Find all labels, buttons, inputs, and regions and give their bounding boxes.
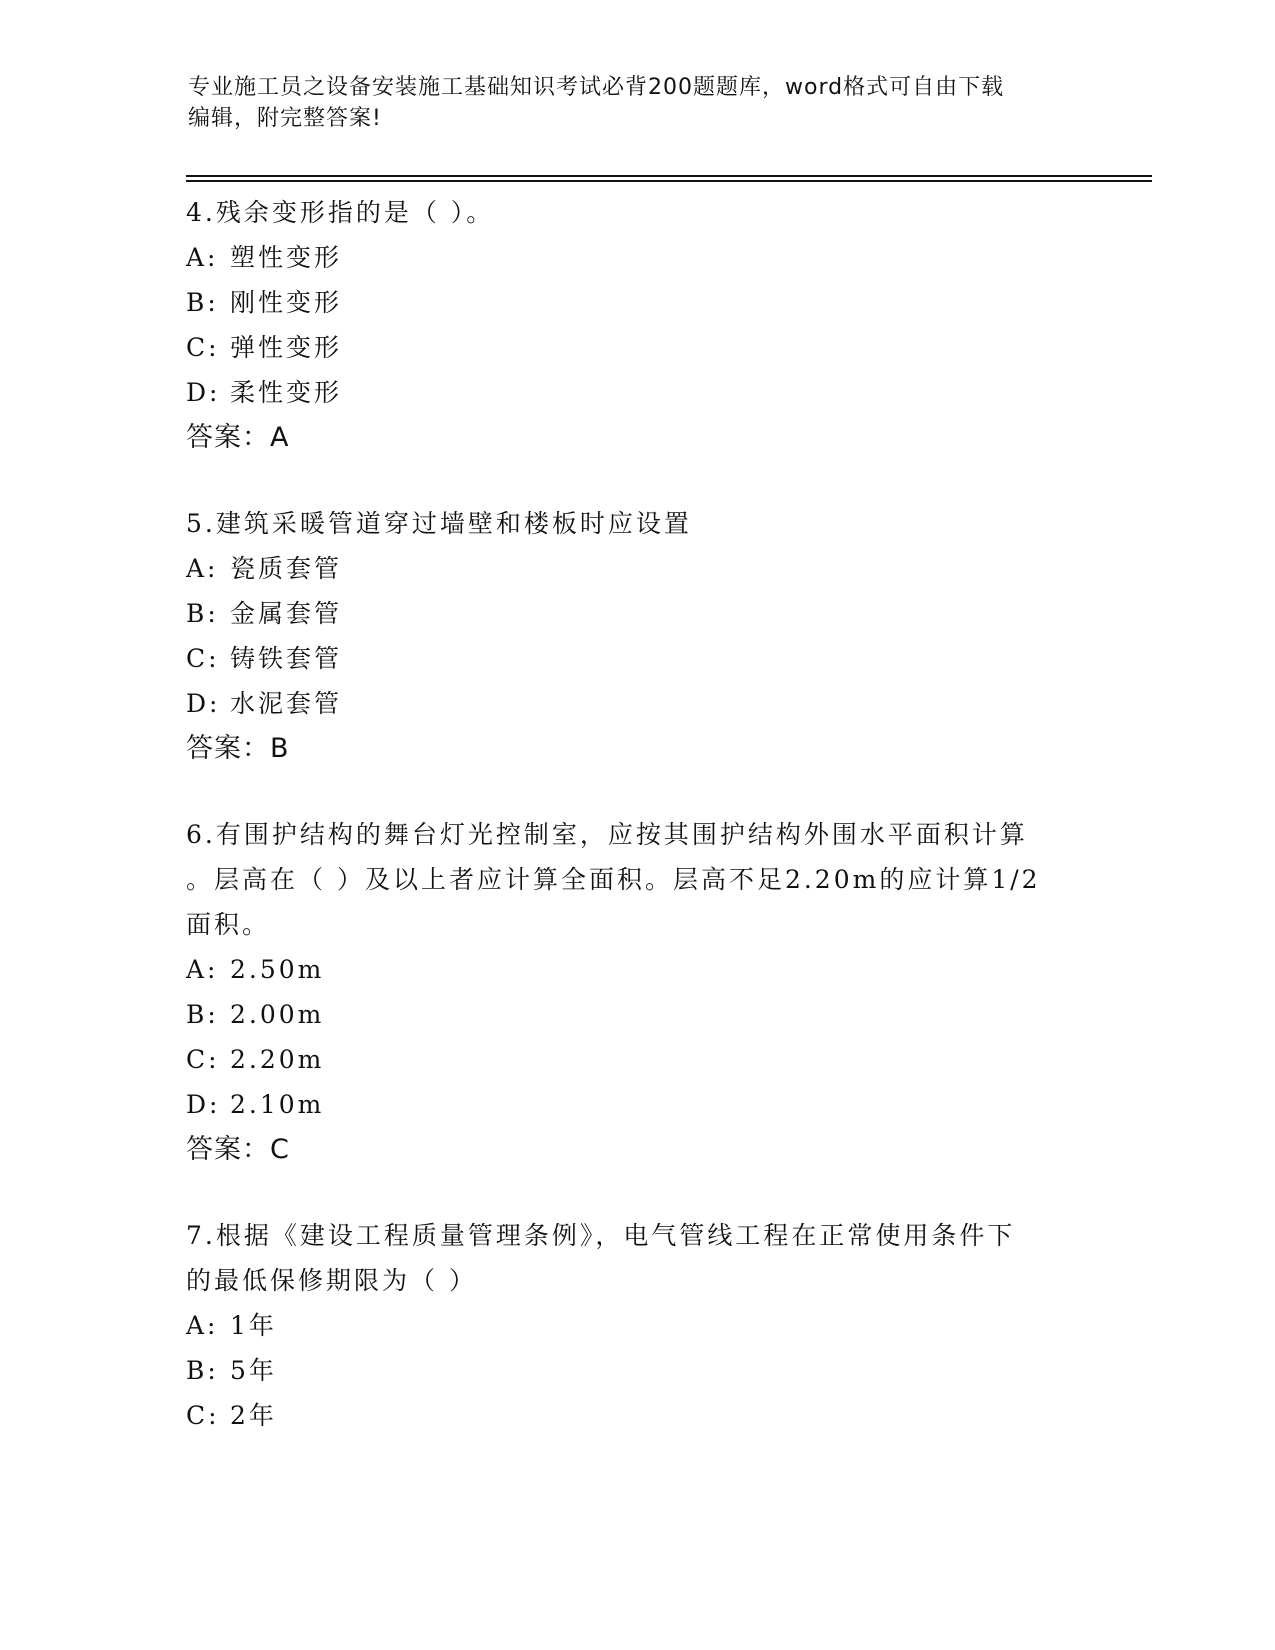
option-a — [186, 1303, 1066, 1348]
option-c — [186, 636, 1066, 681]
question-list — [186, 190, 1066, 1470]
question-4 — [186, 190, 1066, 461]
header-divider-bottom — [186, 180, 1152, 182]
option-text: 刚性变形 — [230, 288, 343, 317]
question-stem: 5.建筑采暖管道穿过墙壁和楼板时应设置 — [186, 509, 692, 538]
question-stem: 。层高在（ ）及以上者应计算全面积。层高不足2.20m的应计算1/2 — [186, 865, 1041, 894]
header-title-line-1: 专业施工员之设备安装施工基础知识考试必背200题题库，word格式可自由下载 — [188, 75, 1005, 100]
option-b — [186, 591, 1066, 636]
header-title-line-2: 编辑，附完整答案! — [188, 106, 382, 131]
option-label: A: — [186, 1311, 219, 1340]
option-c — [186, 325, 1066, 370]
option-a — [186, 947, 1066, 992]
option-label: C: — [186, 1401, 220, 1430]
option-d — [186, 370, 1066, 415]
option-label: D: — [186, 689, 221, 718]
option-text: 2.20m — [230, 1045, 325, 1074]
option-label: A: — [186, 243, 219, 272]
option-text: 弹性变形 — [230, 333, 343, 362]
option-a — [186, 235, 1066, 280]
option-text: 2.00m — [230, 1000, 325, 1029]
option-label: C: — [186, 333, 220, 362]
option-label: B: — [186, 599, 219, 628]
answer-line: 答案：A — [186, 422, 290, 453]
option-text: 瓷质套管 — [230, 554, 343, 583]
question-stem: 4.残余变形指的是（ ）。 — [186, 198, 495, 227]
option-text: 水泥套管 — [230, 689, 343, 718]
document-header — [188, 72, 1068, 134]
question-7 — [186, 1213, 1066, 1438]
option-label: A: — [186, 554, 219, 583]
option-text: 1年 — [230, 1311, 277, 1340]
option-text: 2.10m — [230, 1090, 325, 1119]
option-label: B: — [186, 1356, 219, 1385]
question-6 — [186, 812, 1066, 1173]
answer-line: 答案：B — [186, 733, 290, 764]
option-d — [186, 1082, 1066, 1127]
option-text: 塑性变形 — [230, 243, 343, 272]
option-b — [186, 992, 1066, 1037]
option-label: B: — [186, 288, 219, 317]
question-5 — [186, 501, 1066, 772]
header-divider-top — [186, 175, 1152, 177]
option-d — [186, 681, 1066, 726]
option-text: 金属套管 — [230, 599, 343, 628]
option-label: C: — [186, 1045, 220, 1074]
option-label: C: — [186, 644, 220, 673]
question-stem: 6.有围护结构的舞台灯光控制室，应按其围护结构外围水平面积计算 — [186, 820, 1028, 849]
option-label: B: — [186, 1000, 219, 1029]
option-text: 2年 — [230, 1401, 277, 1430]
answer-line: 答案：C — [186, 1134, 290, 1165]
option-label: A: — [186, 955, 219, 984]
option-text: 柔性变形 — [230, 378, 343, 407]
option-label: D: — [186, 378, 221, 407]
option-c — [186, 1037, 1066, 1082]
question-stem: 7.根据《建设工程质量管理条例》，电气管线工程在正常使用条件下 — [186, 1221, 1016, 1250]
option-c — [186, 1393, 1066, 1438]
option-b — [186, 1348, 1066, 1393]
option-a — [186, 546, 1066, 591]
option-label: D: — [186, 1090, 221, 1119]
option-text: 5年 — [230, 1356, 277, 1385]
option-text: 2.50m — [230, 955, 325, 984]
question-stem: 面积。 — [186, 910, 271, 939]
question-stem: 的最低保修期限为（ ） — [186, 1266, 477, 1295]
option-text: 铸铁套管 — [230, 644, 343, 673]
option-b — [186, 280, 1066, 325]
